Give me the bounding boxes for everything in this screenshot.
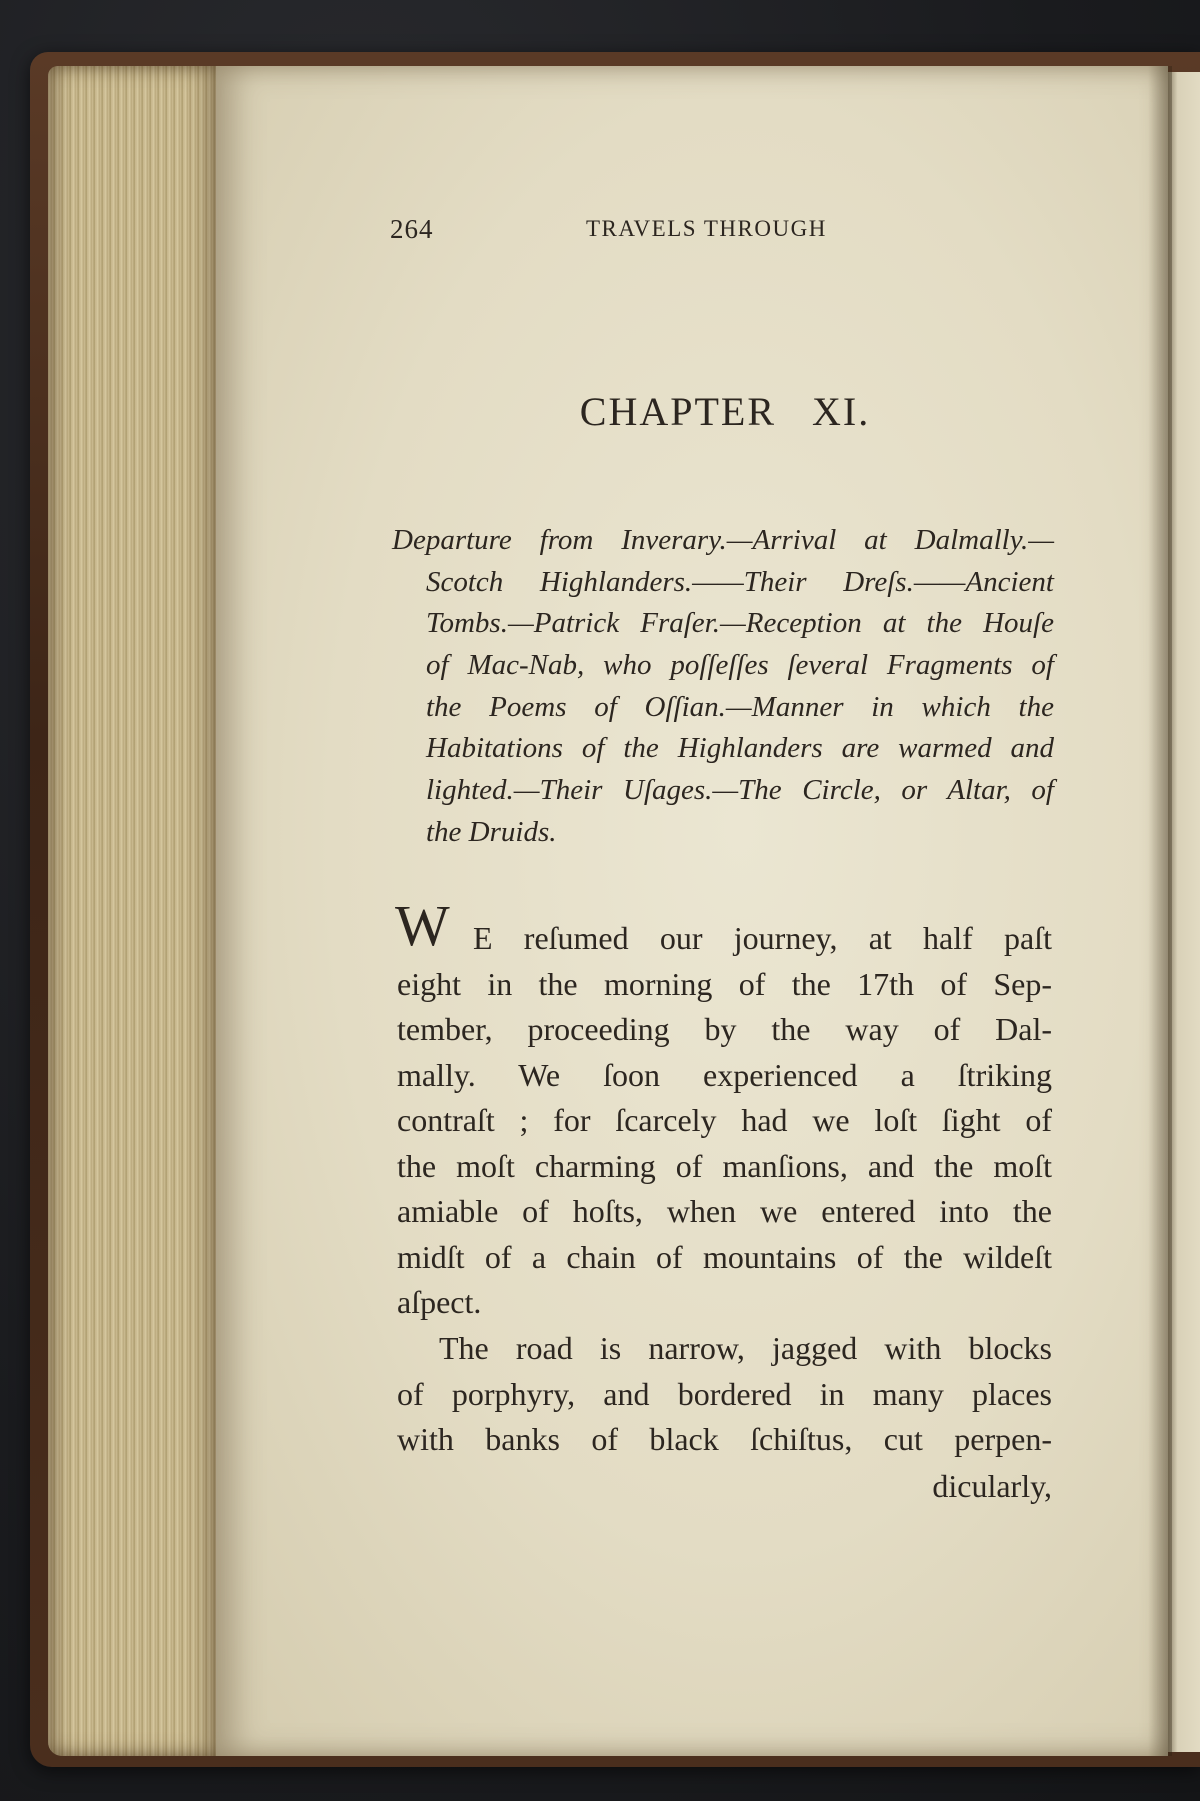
drop-cap: W xyxy=(395,893,450,958)
body-line: the moſt charming of manſions, and the moſt xyxy=(397,1147,1052,1184)
page-block-edge xyxy=(48,66,223,1756)
body-line: The road is narrow, jagged with blocks xyxy=(439,1330,1052,1366)
body-line: aſpect. xyxy=(397,1284,482,1320)
facing-page-edge xyxy=(1168,72,1200,1752)
summary-line: Departure from Inverary.—Arrival at Dalmally.— xyxy=(392,524,1054,556)
body-line: E reſumed our journey, at half paſt xyxy=(473,920,1052,956)
body-line: midſt of a chain of mountains of the wildeſt xyxy=(397,1238,1052,1275)
running-head: TRAVELS THROUGH xyxy=(586,216,827,241)
paragraph-1 xyxy=(397,916,1052,1326)
paragraph-2 xyxy=(397,1326,1052,1463)
gutter-shadow xyxy=(1148,66,1172,1756)
catchword: dicularly, xyxy=(932,1468,1052,1504)
body-line: with banks of black ſchiſtus, cut perpen- xyxy=(397,1421,1052,1457)
summary-line: of Mac-Nab, who poſſeſſes ſeveral Fragments of xyxy=(426,649,1054,682)
body-line: tember, proceeding by the way of Dal- xyxy=(397,1011,1052,1047)
summary-line: Tombs.—Patrick Fraſer.—Reception at the Houſe xyxy=(426,607,1054,640)
page-number: 264 xyxy=(390,214,434,244)
summary-line: the Druids. xyxy=(426,815,557,848)
chapter-summary xyxy=(392,520,1054,854)
body-line: eight in the morning of the 17th of Sep- xyxy=(397,965,1052,1002)
summary-line: the Poems of Oſſian.—Manner in which the xyxy=(426,690,1054,723)
summary-line: Habitations of the Highlanders are warmed and xyxy=(426,732,1054,765)
summary-line: lighted.—Their Uſages.—The Circle, or Altar, of xyxy=(426,774,1054,807)
body-line: mally. We ſoon experienced a ſtriking xyxy=(397,1056,1052,1093)
body-line: of porphyry, and bordered in many places xyxy=(397,1375,1052,1412)
summary-line: Scotch Highlanders.——Their Dreſs.——Ancient xyxy=(426,565,1054,598)
page-header xyxy=(390,214,1070,254)
body-line: contraſt ; for ſcarcely had we loſt ſight of xyxy=(397,1102,1052,1138)
body-line: amiable of hoſts, when we entered into the xyxy=(397,1193,1052,1229)
chapter-title: CHAPTER XI. xyxy=(579,389,871,434)
